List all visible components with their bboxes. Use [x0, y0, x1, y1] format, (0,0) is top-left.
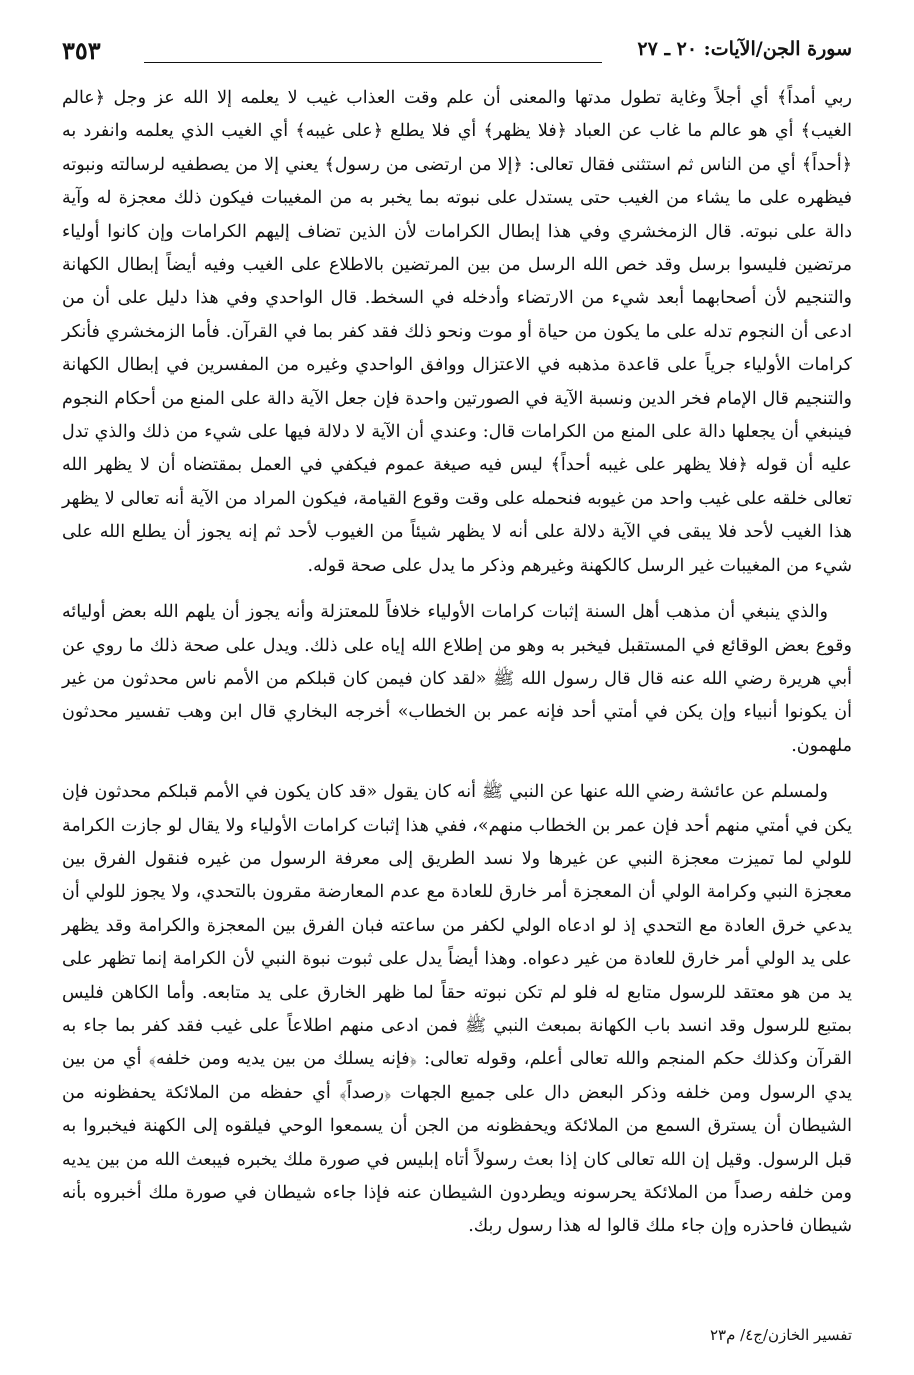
- running-head-surah: سورة الجن/الآيات: ٢٠ ـ ٢٧: [637, 38, 852, 60]
- paragraph-3: ولمسلم عن عائشة رضي الله عنها عن النبي ﷺ أنه كان يقول «قد كان يكون في الأمم قبلكم محدثون فإن يكن في أمتي منهم أحد فإن عمر بن الخطاب منهم»، ففي هذا إثبات كرامات الأولياء ولا يقال لو جازت الكرامة للولي لما تميزت معجزة النبي عن غيرها ولا نسد الطريق إلى معرفة الرسول من غيره فنقول الفرق بين معجزة النبي وكرامة الولي أن المعجزة أمر خارق للعادة مع عدم المعارضة مقرون بالتحدي، ولا يجوز للولي أن يدعي خرق العادة مع التحدي إذ لو ادعاه الولي لكفر من ساعته فبان الفرق بين المعجزة والكرامة وقد يظهر على يد الولي أمر خارق للعادة من غير دعواه. وهذا أيضاً يدل على ثبوت نبوة النبي لأن الكرامة إنما تظهر على يد من هو معتقد للرسول متابع له فلو لم تكن نبوته حقاً لما ظهر الخارق على يد متابعه. وأما الكاهن فليس بمتبع للرسول وقد انسد باب الكهانة بمبعث النبي ﷺ فمن ادعى منهم اطلاعاً على غيب فقد كفر بما جاء به القرآن وكذلك حكم المنجم والله تعالى أعلم، وقوله تعالى: ﴿فإنه يسلك من بين يديه ومن خلفه﴾ أي من بين يدي الرسول ومن خلفه وذكر البعض دال على جميع الجهات ﴿رصداً﴾ أي حفظه من الملائكة يحفظونه من الشيطان أن يسترق السمع من الملائكة ويحفظونه من الجن أن يسمعوا الوحي فيلقوه إلى الكهنة فيخبروا به قبل الرسول. وقيل إن الله تعالى كان إذا بعث رسولاً أتاه إبليس في صورة ملك يخبره فيبعث الله من بين يديه ومن خلفه رصداً من الملائكة يحرسونه ويطردون الشيطان عنه فإذا جاءه شيطان في صورة ملك أخبروه بأنه شيطان فاحذره وإن جاء ملك قالوا له هذا رسول ربك.: [62, 782, 852, 1237]
- page-number: ٣٥٣: [62, 36, 101, 65]
- page-footer-signature: تفسير الخازن/ج٤/ م٢٣: [710, 1326, 852, 1344]
- tafsir-body: [62, 82, 852, 1244]
- page-header: [62, 38, 852, 72]
- paragraph-1: ربي أمداً﴾ أي أجلاً وغاية تطول مدتها والمعنى أن علم وقت العذاب غيب لا يعلمه إلا الله عز وجل ﴿عالم الغيب﴾ أي هو عالم ما غاب عن العباد ﴿فلا يظهر﴾ أي فلا يطلع ﴿على غيبه﴾ أي الغيب الذي يعلمه وانفرد به ﴿أحداً﴾ أي من الناس ثم استثنى فقال تعالى: ﴿إلا من ارتضى من رسول﴾ يعني إلا من يصطفيه لرسالته ونبوته فيظهره على ما يشاء من الغيب حتى يستدل على نبوته بما يخبر به من المغيبات فيكون ذلك معجزة له وآية دالة على نبوته. قال الزمخشري وفي هذا إبطال الكرامات لأن الذين تضاف إليهم الكرامات وإن كانوا أولياء مرتضين فليسوا برسل وقد خص الله الرسل من بين المرتضين بالاطلاع على الغيب وفيه أيضاً إبطال الكهانة والتنجيم لأن أصحابهما أبعد شيء من الارتضاء وأدخله في السخط. قال الواحدي وفي هذا دليل على أن من ادعى أن النجوم تدله على ما يكون من حياة أو موت ونحو ذلك فقد كفر بما في القرآن. فأما الزمخشري فأنكر كرامات الأولياء جرياً على قاعدة مذهبه في الاعتزال ووافق الواحدي وغيره من المفسرين في إبطال الكهانة والتنجيم قال الإمام فخر الدين ونسبة الآية في الصورتين واحدة فإن جعل الآية دالة على المنع من أحكام النجوم فينبغي أن يجعلها دالة على المنع من الكرامات قال: وعندي أن الآية لا دلالة فيها على شيء من ذلك والذي تدل عليه أن قوله ﴿فلا يظهر على غيبه أحداً﴾ ليس فيه صيغة عموم فيكفي في العمل بمقتضاه أن لا يظهر الله تعالى خلقه على غيب واحد من غيوبه فنحمله على وقت وقوع القيامة، فيكون المراد من الآية أنه تعالى لا يظهر هذا الغيب لأحد فلا يبقى في الآية دلالة على أنه لا يظهر شيئاً من الغيوب لأحد ثم إنه يجوز أن يطلع الله على شيء من المغيبات غير الرسل كالكهنة وغيرهم وذكر ما يدل على صحة قوله.: [62, 88, 852, 576]
- header-rule: [144, 62, 602, 63]
- paragraph-2: والذي ينبغي أن مذهب أهل السنة إثبات كرامات الأولياء خلافاً للمعتزلة وأنه يجوز أن يلهم الله بعض أوليائه وقوع بعض الوقائع في المستقبل فيخبر به وهو من إطلاع الله إياه على ذلك. ويدل على صحة ذلك ما روي عن أبي هريرة رضي الله عنه قال قال رسول الله ﷺ «لقد كان فيمن كان قبلكم من الأمم ناس محدثون من غير أن يكونوا أنبياء وإن يكن في أمتي أحد فإنه عمر بن الخطاب» أخرجه البخاري قال ابن وهب تفسير محدثون ملهمون.: [62, 602, 852, 756]
